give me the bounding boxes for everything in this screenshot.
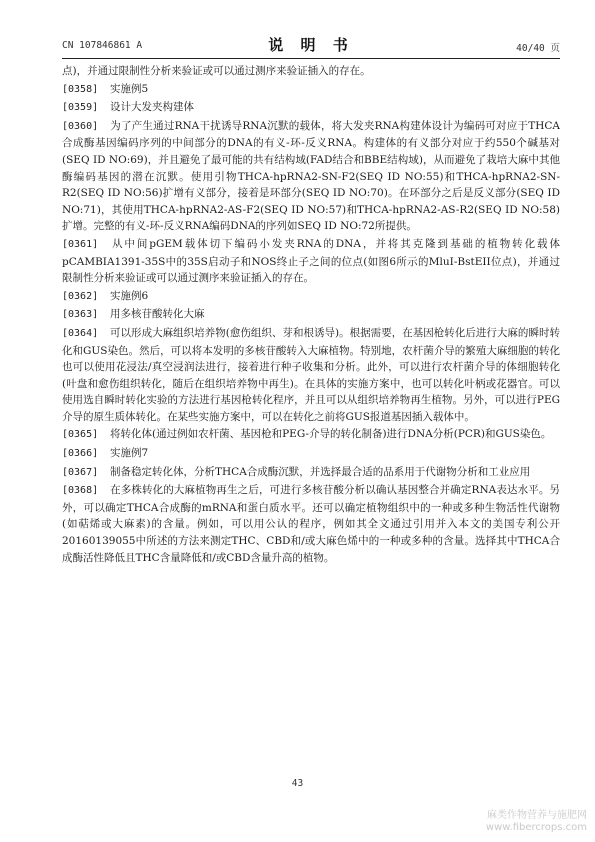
page-number: 43	[291, 778, 304, 789]
paragraph-number: [0367]	[62, 466, 99, 478]
paragraph	[62, 63, 560, 80]
paragraph-number: [0361]	[62, 238, 99, 250]
paragraph-number: [0363]	[62, 309, 99, 321]
watermark-url: www.fibercrops.com	[485, 822, 587, 833]
page-header	[62, 34, 560, 59]
paragraph	[62, 288, 560, 306]
paragraph	[62, 81, 560, 99]
page-info: 40/40 页	[516, 43, 560, 54]
document-body	[62, 63, 560, 567]
paragraph-text: 从中间pGEM载体切下编码小发夹RNA的DNA，并将其克隆到基础的植物转化载体pCAMBIA1391-35S中的35S启动子和NOS终止子之间的位点(如图6所示的MluI-BstEII位点)，并通过限制性分析来验证或可以通过测序来验证插入的存在。	[62, 237, 560, 285]
paragraph-number: [0359]	[62, 102, 99, 114]
paragraph-text: 将转化体(通过例如农杆菌、基因枪和PEG-介导的转化制备)进行DNA分析(PCR)和GUS染色。	[110, 428, 552, 441]
paragraph	[62, 445, 560, 463]
paragraph-text: 实施例7	[110, 447, 149, 460]
document-title: 说 明 书	[268, 36, 354, 54]
paragraph-text: 用多核苷酸转化大麻	[110, 308, 205, 321]
paragraph-text: 实施例5	[110, 82, 149, 95]
paragraph-number: [0366]	[62, 448, 99, 460]
paragraph	[62, 306, 560, 324]
paragraph-text: 制备稳定转化体，分析THCA合成酶沉默，并选择最合适的品系用于代谢物分析和工业应用	[110, 465, 531, 478]
paragraph-number: [0368]	[62, 485, 99, 497]
paragraph-text: 设计大发夹构建体	[110, 101, 194, 114]
paragraph-text: 可以形成大麻组织培养物(愈伤组织、芽和根诱导)。根据需要，在基因枪转化后进行大麻的瞬时转化和GUS染色。然后，可以将本发明的多核苷酸转入大麻植物。特别地，农杆菌介导的繁殖大麻细胞的转化也可以使用花浸法/真空浸润法进行，接着进行种子收集和分析。此外，可以进行农杆菌介导的体细胞转化(叶盘和愈伤组织转化，随后在组织培养物中再生)。在具体的实施方案中，也可以转化叶柄或花器官。可以使用选自瞬时转化实验的方法进行基因枪转化程序，并且可以从组织培养物再生植物。另外，可以进行PEG介导的原生质体转化。在某些实施方案中，可以在转化之前将GUS报道基因插入载体中。	[62, 326, 560, 423]
paragraph-number: [0360]	[62, 120, 99, 132]
paragraph-number: [0364]	[62, 327, 99, 339]
watermark-title: 麻类作物营养与施肥网	[487, 810, 587, 821]
site-watermark	[486, 810, 587, 834]
paragraph	[62, 99, 560, 117]
paragraph-text: 为了产生通过RNA干扰诱导RNA沉默的载体，将大发夹RNA构建体设计为编码可对应于THCA合成酶基因编码序列的中间部分的DNA的有义-环-反义RNA。构建体的有义部分对应于约550个碱基对(SEQ ID NO:69)，并且避免了最可能的共有结构域(FAD结合和BBE结构域)，从而避免了栽培大麻中其他酶编码基因的潜在沉默。使用引物THCA-hpRNA2-SN-F2(SEQ ID NO:55)和THCA-hpRNA2-SN-R2(SEQ ID NO:56)扩增有义部分，接着是环部分(SEQ ID NO:70)。在环部分之后是反义部分(SEQ ID NO:71)，其使用THCA-hpRNA2-AS-F2(SEQ ID NO:57)和THCA-hpRNA2-AS-R2(SEQ ID NO:58)扩增。完整的有义-环-反义RNA编码DNA的序列如SEQ ID NO:72所提供。	[62, 119, 560, 233]
paragraph-text: 在多株转化的大麻植物再生之后，可进行多核苷酸分析以确认基因整合并确定RNA表达水平。另外，可以确定THCA合成酶的mRNA和蛋白质水平。还可以确定植物组织中的一种或多种生物活性代谢物(如萜烯或大麻素)的含量。例如，可以用公认的程序，例如其全文通过引用并入本文的美国专利公开20160139055中所述的方法来测定THC、CBD和/或大麻色烯中的一种或多种的含量。选择其中THCA合成酶活性降低且THC含量降低和/或CBD含量升高的植物。	[62, 484, 560, 564]
paragraph	[62, 236, 560, 287]
paragraph-number: [0365]	[62, 429, 99, 441]
paragraph-number: [0362]	[62, 290, 99, 302]
publication-number: CN 107846861 A	[62, 40, 143, 51]
paragraph-number: [0358]	[62, 83, 99, 95]
paragraph-text: 点)，并通过限制性分析来验证或可以通过测序来验证插入的存在。	[62, 65, 371, 77]
paragraph	[62, 464, 560, 482]
paragraph	[62, 118, 560, 235]
paragraph	[62, 482, 560, 566]
paragraph-text: 实施例6	[110, 289, 149, 302]
paragraph	[62, 325, 560, 426]
paragraph	[62, 426, 560, 444]
